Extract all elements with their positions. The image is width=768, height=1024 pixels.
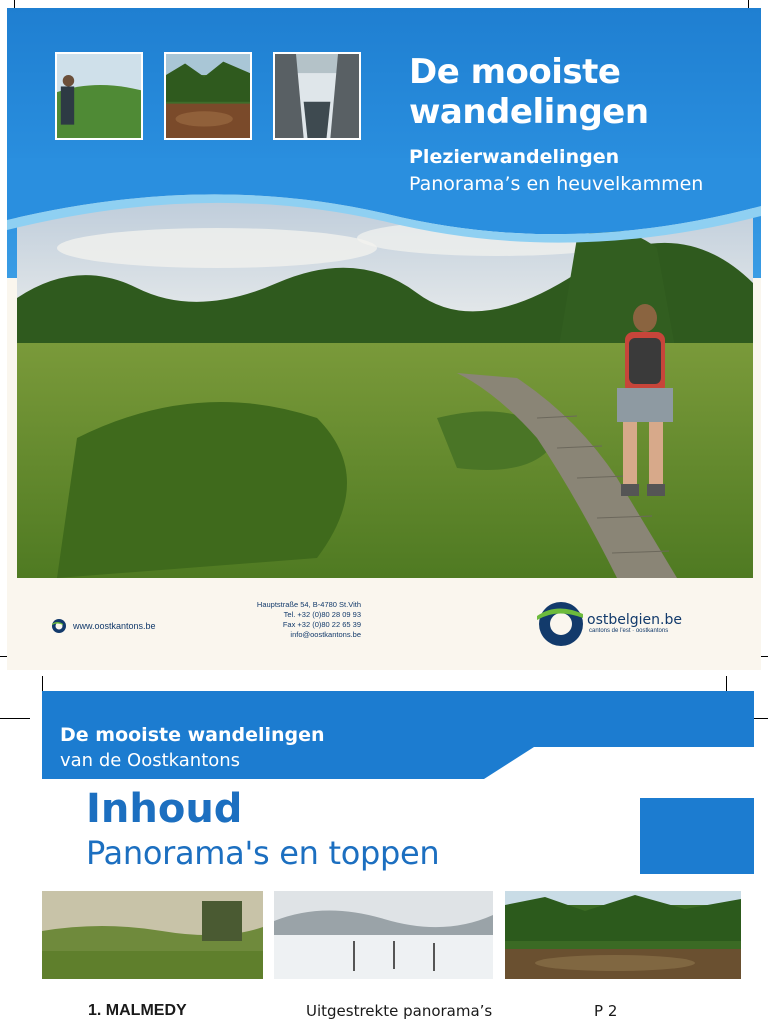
snowy-gorge-photo [273, 52, 361, 140]
cover-subtitle-bold: Plezierwandelingen [409, 146, 620, 168]
website-text: www.oostkantons.be [73, 621, 156, 631]
crop-mark [0, 718, 30, 719]
cover-title-line1: De mooiste [409, 52, 621, 92]
toc-entry-page: P 2 [594, 1002, 618, 1020]
misty-meadow-photo [42, 891, 263, 979]
cover-footer [7, 578, 761, 670]
page2-header-subtitle: van de Oostkantons [60, 750, 241, 771]
contents-subheading: Panorama's en toppen [86, 834, 440, 872]
brand-name: ostbelgien.be [587, 612, 682, 628]
snowy-landscape-photo [274, 891, 493, 979]
phone-line: Tel. +32 (0)80 28 09 93 [283, 610, 361, 619]
email-line[interactable]: info@oostkantons.be [290, 630, 361, 639]
toc-entry-name[interactable]: 1. MALMEDY [88, 1002, 187, 1019]
contents-heading: Inhoud [86, 786, 243, 832]
forest-pond-photo [164, 52, 252, 140]
ostbelgien-mini-logo-icon [51, 618, 67, 634]
blue-accent-block [640, 798, 754, 874]
toc-entry-description: Uitgestrekte panorama’s [306, 1002, 493, 1020]
cover-page [7, 8, 761, 670]
river-forest-photo [505, 891, 741, 979]
website-link[interactable] [51, 618, 156, 634]
address-line: Hauptstraße 54, B-4780 St.Vith [256, 600, 361, 609]
contact-address [207, 600, 361, 640]
cover-title-line2: wandelingen [409, 92, 649, 132]
cover-title [409, 52, 649, 132]
page2-header-title: De mooiste wandelingen [60, 724, 325, 746]
fax-line: Fax +32 (0)80 22 65 39 [282, 620, 361, 629]
brand-tagline: cantons de l'est · oostkantons [589, 628, 669, 634]
hiker-viewpoint-photo [55, 52, 143, 140]
cover-subtitle: Panorama’s en heuvelkammen [409, 173, 704, 195]
